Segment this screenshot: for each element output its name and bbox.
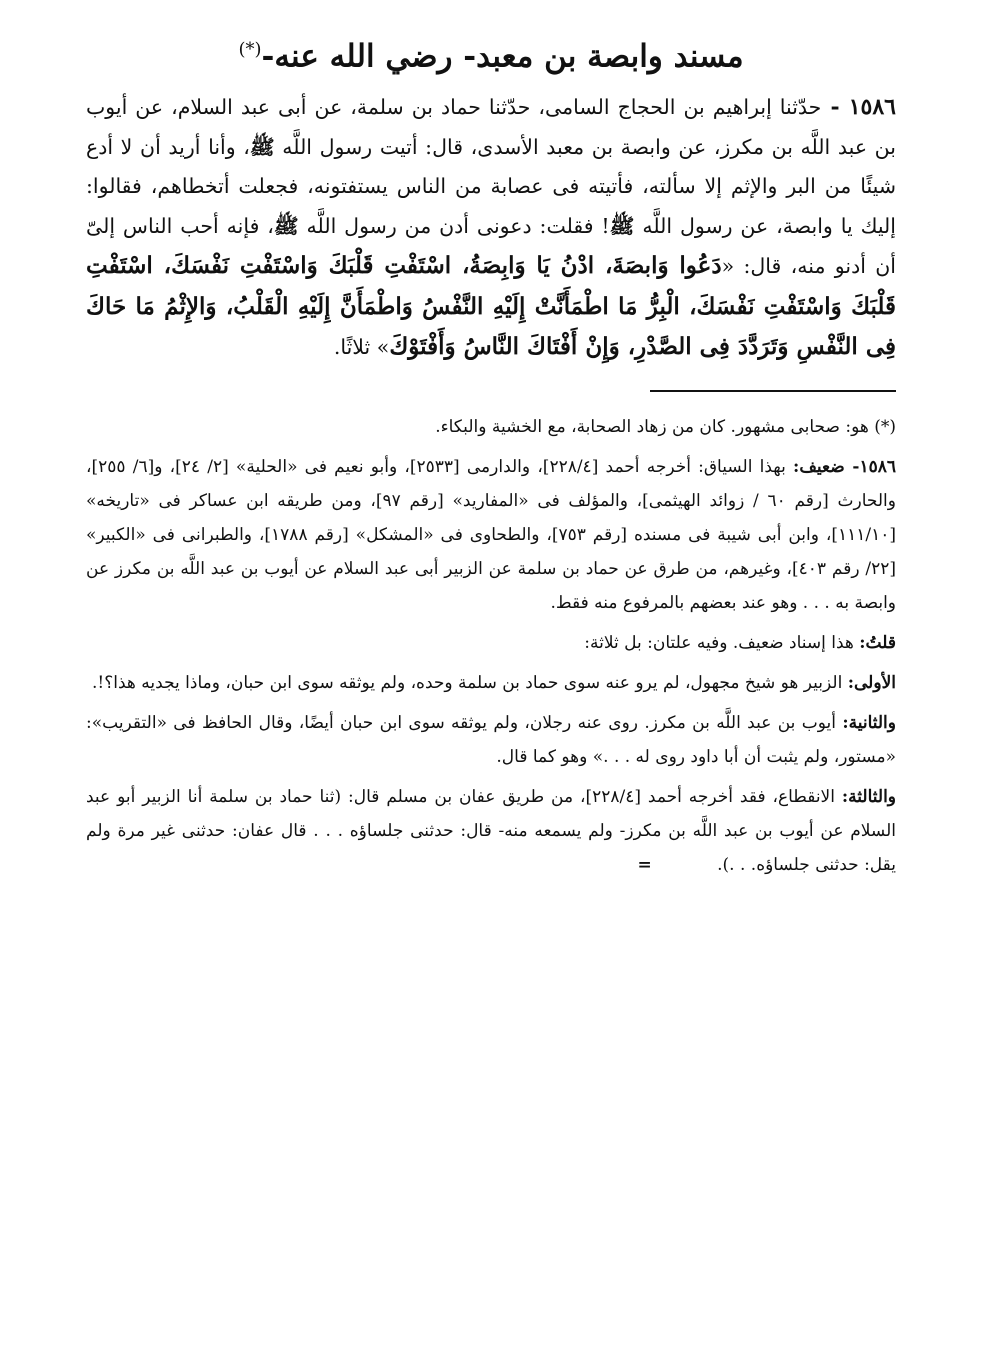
companion-note xyxy=(86,410,896,444)
third-defect-label: والثالثة: xyxy=(841,786,897,807)
book-page xyxy=(86,28,896,1307)
hadith-number-dash: - xyxy=(821,94,849,121)
takhrij-label: ١٥٨٦- ضعيف: xyxy=(793,456,896,477)
hadith-number: ١٥٨٦ xyxy=(848,94,896,121)
salawat-glyph: ﷺ xyxy=(249,134,275,159)
hadith-text xyxy=(86,88,896,368)
first-defect-text: الزبير هو شيخ مجهول، لم يرو عنه سوى حماد بن سلمة وحده، ولم يوثقه سوى ابن حبان، وماذا يجديه هذا؟!. xyxy=(92,672,843,693)
first-defect-paragraph xyxy=(86,666,896,700)
footnotes xyxy=(86,410,896,882)
qultu-paragraph xyxy=(86,626,896,660)
companion-note-text: (*) هو: صحابى مشهور. كان من زهاد الصحابة، مع الخشية والبكاء. xyxy=(435,416,896,437)
qultu-label: قلتُ: xyxy=(859,632,896,653)
isnad-part-1: حدّثنا إبراهيم بن الحجاج السامى، حدّثنا حماد بن سلمة، عن أبى عبد السلام، عن أيوب بن عبد اللَّه بن مكرز، عن وابصة بن معبد الأسدى، قال: أتيت رسول اللَّه xyxy=(86,95,896,159)
hadith-matn: دَعُوا وَابصَةَ، ادْنُ يَا وَابِصَةُ، اسْتَفْتِ قَلْبَكَ وَاسْتَفْتِ نَفْسَكَ، اسْتَفْتِ قَلْبَكَ وَاسْتَفْتِ نَفْسَكَ، الْبِرُّ مَا اطْمَأَنَّتْ إِلَيْهِ النَّفْسُ وَاطْمَأَنَّ إِلَيْهِ الْقَلْبُ، وَالإِثْمُ مَا حَاكَ فِى النَّفْسِ وَتَرَدَّدَ فِى الصَّدْرِ، وَإِنْ أَفْتَاكَ النَّاسُ وَأَفْتَوْكَ xyxy=(86,252,897,361)
isnad-part-2: ، وأنا أريد أن لا أدع شيئًا من البر والإثم إلا سألته، فأتيته فى عصابة من الناس يستفتونه، فجعلت أتخطاهم، فقالوا: إليك يا وابصة، عن رسول اللَّه xyxy=(86,134,896,238)
isnad-part-4: ، فإنه أحب الناس إلىّ أن أدنو منه، قال: « xyxy=(86,213,896,279)
third-defect-text: الانقطاع، فقد أخرجه أحمد [٢٢٨/٤]، من طريق عفان بن مسلم قال: (ثنا حماد بن سلمة أنا الزبير أبو عبد السلام عن أيوب بن عبد اللَّه بن مكرز- ولم يسمعه منه- قال: حدثنى جلساؤه . . . قال عفان: حدثنى غير مرة ولم يقل: حدثنى جلساؤه. . .). xyxy=(86,786,896,875)
section-title xyxy=(86,28,896,78)
first-defect-label: الأولى: xyxy=(847,672,896,693)
hadith-ending: » ثلاثًا. xyxy=(333,335,390,360)
section-title-text: مسند وابصة بن معبد- رضي الله عنه- xyxy=(261,38,744,75)
continuation-mark: = xyxy=(637,854,652,875)
footnote-separator xyxy=(650,390,896,392)
second-defect-paragraph xyxy=(86,706,896,774)
takhrij-paragraph xyxy=(86,450,896,620)
footnote-marker: (*) xyxy=(238,39,262,60)
salawat-glyph: ﷺ xyxy=(273,213,299,238)
second-defect-text: أيوب بن عبد اللَّه بن مكرز. روى عنه رجلان، ولم يوثقه سوى ابن حبان أيضًا، وقال الحافظ فى «التقريب»: «مستور، ولم يثبت أن أبا داود روى له . . .» وهو كما قال. xyxy=(86,712,896,767)
salawat-glyph: ﷺ xyxy=(609,213,635,238)
second-defect-label: والثانية: xyxy=(842,712,896,733)
third-defect-paragraph xyxy=(86,780,896,882)
takhrij-text: بهذا السياق: أخرجه أحمد [٢٢٨/٤]، والدارمى [٢٥٣٣]، وأبو نعيم فى «الحلية» [٢/ ٢٤]، و[٦/ ٢٥٥]، والحارث [رقم ٦٠ / زوائد الهيثمى]، والمؤلف فى «المفاريد» [رقم ٩٧]، ومن طريقه ابن عساكر فى «تاريخه» [١١١/١٠]، وابن أبى شيبة فى مسنده [رقم ٧٥٣]، والطحاوى فى «المشكل» [رقم ١٧٨٨]، والطبرانى فى «الكبير» [٢٢/ رقم ٤٠٣]، وغيرهم، من طرق عن حماد بن سلمة عن الزبير أبى عبد السلام عن أيوب بن عبد اللَّه بن مكرز عن وابصة به . . . وهو عند بعضهم بالمرفوع منه فقط. xyxy=(86,456,896,613)
isnad-part-3: ! فقلت: دعونى أدن من رسول اللَّه xyxy=(298,213,610,238)
qultu-text: هذا إسناد ضعيف. وفيه علتان: بل ثلاثة: xyxy=(584,632,854,653)
